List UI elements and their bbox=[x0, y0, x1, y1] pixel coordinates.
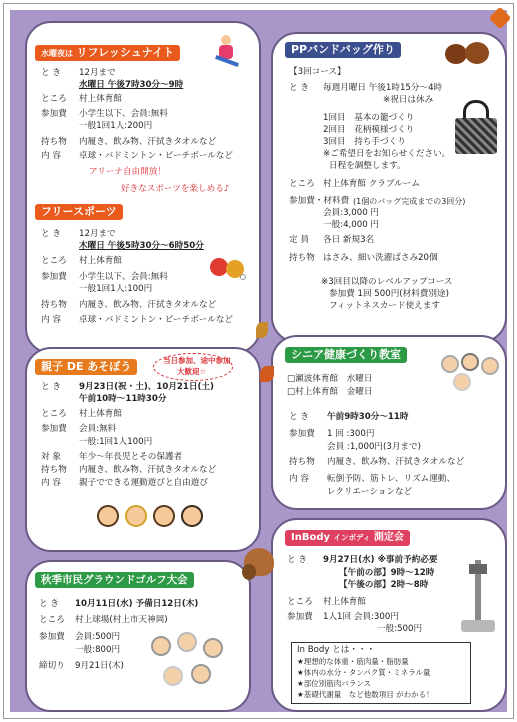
card-senior-health bbox=[271, 335, 507, 510]
when-label: と き bbox=[41, 68, 61, 78]
bring-label: 持ち物 bbox=[41, 137, 67, 147]
when-label: と き bbox=[289, 412, 309, 422]
where-value: 村上体育館 bbox=[79, 94, 122, 104]
session-3: 3回目 持ち手づくり bbox=[323, 137, 406, 147]
when-value-1: 毎週月曜日 午後1時15分～4時 bbox=[323, 83, 443, 93]
bring-value: 内履き、飲み物、汗拭きタオルなど bbox=[79, 465, 217, 475]
content-label: 内 容 bbox=[41, 315, 61, 325]
when-value-2: 水曜日 午後7時30分～9時 bbox=[79, 80, 184, 90]
level-up-note: ※3回目以降のレベルアップコース bbox=[321, 277, 453, 287]
note-adjust-date: 日程を調整します。 bbox=[329, 161, 406, 171]
session-1: 1回目 基本の籠づくり bbox=[323, 113, 415, 123]
when-value-2: 木曜日 午後5時30分～6時50分 bbox=[79, 241, 204, 251]
content-label: 内 容 bbox=[41, 151, 61, 161]
note-request-date: ※ご希望日をお知らせください。 bbox=[323, 149, 451, 159]
afternoon-session: 【午後の部】2時～8時 bbox=[339, 580, 429, 590]
content-label: 内 容 bbox=[289, 474, 309, 484]
fee-value-1: 会員:500円 bbox=[75, 632, 121, 642]
bring-label: 持ち物 bbox=[41, 300, 67, 310]
where-label: ところ bbox=[287, 597, 313, 607]
where-label: ところ bbox=[41, 409, 67, 419]
fee-member: 会員:3,000 円 bbox=[323, 208, 380, 218]
banner-prefix: 水曜夜は bbox=[41, 49, 73, 58]
when-value-1: 12月まで bbox=[79, 68, 116, 78]
fee-label: 参加費 bbox=[41, 109, 67, 119]
fee-value-1: 1人1回 会員:300円 bbox=[323, 612, 399, 622]
badge-line-2: 大歓迎☆ bbox=[177, 367, 207, 376]
session-2: 2回目 花柄模様づくり bbox=[323, 125, 415, 135]
free-sports-banner: フリースポーツ bbox=[35, 204, 123, 220]
card-refresh-night bbox=[25, 21, 261, 354]
autumn-leaf-icon bbox=[256, 322, 268, 338]
inbody-scale-icon bbox=[461, 560, 495, 636]
where-value: 村上体育館 bbox=[323, 597, 366, 607]
where-label: ところ bbox=[289, 179, 315, 189]
where-value: 村上体育館 bbox=[79, 256, 122, 266]
pp-bag-banner: PPバンドバッグ作り bbox=[285, 42, 401, 58]
handbag-icon bbox=[453, 100, 499, 156]
where-label: ところ bbox=[39, 615, 65, 625]
golfers-illustration bbox=[147, 628, 243, 704]
when-label: と き bbox=[39, 599, 59, 609]
banner-title: リフレッシュナイト bbox=[76, 46, 174, 59]
autumn-leaf-icon bbox=[260, 366, 274, 382]
info-item-2: ★体内の水分・タンパク質・ミネラル量 bbox=[297, 668, 431, 677]
fee-label: 参加費 bbox=[289, 429, 315, 439]
deadline-label: 締切り bbox=[39, 661, 65, 671]
morning-session: 【午前の部】9時～12時 bbox=[339, 568, 435, 578]
where-value: 村上球場(村上市天神岡) bbox=[75, 615, 168, 625]
inbody-title-end: 測定会 bbox=[373, 532, 404, 543]
content-value-1: 転倒予防、筋トレ、リズム運動、 bbox=[327, 474, 456, 484]
inbody-title: InBody bbox=[291, 532, 331, 543]
when-label: と き bbox=[41, 382, 61, 392]
fee-value-1: 小学生以下、会員:無料 bbox=[79, 109, 168, 119]
bring-value: はさみ、細い洗濯ばさみ20個 bbox=[323, 253, 438, 263]
content-value: 卓球・バドミントン・ビーチボールなど bbox=[79, 151, 234, 161]
inbody-kana: インボディ bbox=[333, 533, 371, 542]
when-value-2: 午前10時～11時30分 bbox=[79, 394, 167, 404]
when-value: 9月27日(水) ※事前予約必要 bbox=[323, 555, 438, 565]
refresh-night-banner bbox=[35, 45, 180, 61]
bring-label: 持ち物 bbox=[289, 457, 315, 467]
when-label: と き bbox=[287, 555, 307, 565]
badge-line-1: 当日参加、途中参加 bbox=[163, 356, 231, 365]
target-label: 対 象 bbox=[41, 452, 61, 462]
location-senami: □瀬波体育館 水曜日 bbox=[287, 374, 373, 384]
fee-label: 参加費 bbox=[287, 612, 313, 622]
acorn-icon bbox=[242, 564, 256, 580]
capacity-label: 定 員 bbox=[289, 235, 309, 245]
when-value-1: 12月まで bbox=[79, 229, 116, 239]
when-value: 午前9時30分～11時 bbox=[327, 412, 409, 422]
fee-label: 参加費 bbox=[41, 424, 67, 434]
target-value: 年少～年長児とその保護者 bbox=[79, 452, 183, 462]
info-item-4: ★基礎代謝量 など他数項目 がわかる！ bbox=[297, 690, 434, 699]
card-oyako-asobou bbox=[25, 347, 261, 552]
fee-label: 参加費・材料費 bbox=[289, 196, 350, 206]
fee-value-1: 小学生以下、会員:無料 bbox=[79, 272, 168, 282]
when-label: と き bbox=[289, 83, 309, 93]
where-label: ところ bbox=[41, 94, 67, 104]
fee-note: (1個のバッグ完成までの3回分) bbox=[353, 197, 466, 206]
fee-value-2: 一般1回1人:100円 bbox=[79, 284, 153, 294]
fitness-card-note: フィットネスカード使えます bbox=[329, 301, 440, 311]
fee-label: 参加費 bbox=[41, 272, 67, 282]
ping-pong-paddles-icon bbox=[210, 258, 250, 284]
card-pp-band-bag bbox=[271, 32, 507, 343]
children-illustration bbox=[97, 499, 227, 539]
info-item-3: ★部位別筋肉バランス bbox=[297, 679, 371, 688]
content-label: 内 容 bbox=[41, 478, 61, 488]
fee-value-2: 一般:500円 bbox=[377, 624, 423, 634]
chestnut-icon bbox=[441, 38, 497, 68]
deadline-value: 9月21日(木) bbox=[75, 661, 124, 671]
flyer-page bbox=[3, 3, 514, 719]
fee-value-2: 一般:800円 bbox=[75, 645, 121, 655]
when-value-2: ※祝日は休み bbox=[383, 95, 434, 105]
oyako-banner: 親子 DE あそぼう bbox=[35, 359, 137, 375]
content-value-2: レクリエーションなど bbox=[327, 487, 413, 497]
bring-value: 内履き、飲み物、汗拭きタオルなど bbox=[79, 137, 217, 147]
card-inbody bbox=[271, 518, 507, 712]
level-up-fee: 参加費 1回 500円(材料費別途) bbox=[329, 289, 449, 299]
where-value: 村上体育館 bbox=[79, 409, 122, 419]
bring-value: 内履き、飲み物、汗拭きタオルなど bbox=[79, 300, 217, 310]
fee-value-2: 会員 :1,000円(3月まで) bbox=[327, 442, 421, 452]
fee-general: 一般:4,000 円 bbox=[323, 220, 380, 230]
card-ground-golf bbox=[25, 560, 251, 712]
fee-value-2: 一般:1回1人100円 bbox=[79, 437, 153, 447]
content-value: 親子でできる運動遊びと自由遊び bbox=[79, 478, 208, 488]
bring-label: 持ち物 bbox=[289, 253, 315, 263]
note-enjoy-sports: 好きなスポーツを楽しめる♪ bbox=[121, 184, 230, 194]
runner-illustration bbox=[209, 33, 245, 69]
senior-banner: シニア健康づくり教室 bbox=[285, 347, 407, 363]
info-box-title: In Body とは・・・ bbox=[297, 645, 376, 655]
capacity-value: 各日 新規3名 bbox=[323, 235, 375, 245]
where-value: 村上体育館 クラブルーム bbox=[323, 179, 420, 189]
location-murakami: □村上体育館 金曜日 bbox=[287, 387, 373, 397]
content-value: 卓球・バドミントン・ビーチボールなど bbox=[79, 315, 234, 325]
bring-label: 持ち物 bbox=[41, 465, 67, 475]
seniors-illustration bbox=[439, 351, 503, 395]
fee-value-1: 会員:無料 bbox=[79, 424, 117, 434]
when-label: と き bbox=[41, 229, 61, 239]
fee-value-1: 1 回 :300円 bbox=[327, 429, 375, 439]
inbody-banner bbox=[285, 530, 410, 546]
fee-label: 参加費 bbox=[39, 632, 65, 642]
note-open-arena: アリーナ自由開放！ bbox=[89, 167, 167, 177]
bring-value: 内履き、飲み物、汗拭きタオルなど bbox=[327, 457, 465, 467]
ground-golf-banner: 秋季市民グラウンドゴルフ大会 bbox=[35, 572, 194, 588]
when-value: 10月11日(水) 予備日12日(木) bbox=[75, 599, 199, 609]
fee-value-2: 一般1回1人:200円 bbox=[79, 121, 153, 131]
when-value-1: 9月23日(祝・土)、10月21日(土) bbox=[79, 382, 214, 392]
course-label: 【3回コース】 bbox=[289, 67, 346, 77]
info-item-1: ★理想的な体重・筋肉量・脂肪量 bbox=[297, 657, 409, 666]
where-label: ところ bbox=[41, 256, 67, 266]
